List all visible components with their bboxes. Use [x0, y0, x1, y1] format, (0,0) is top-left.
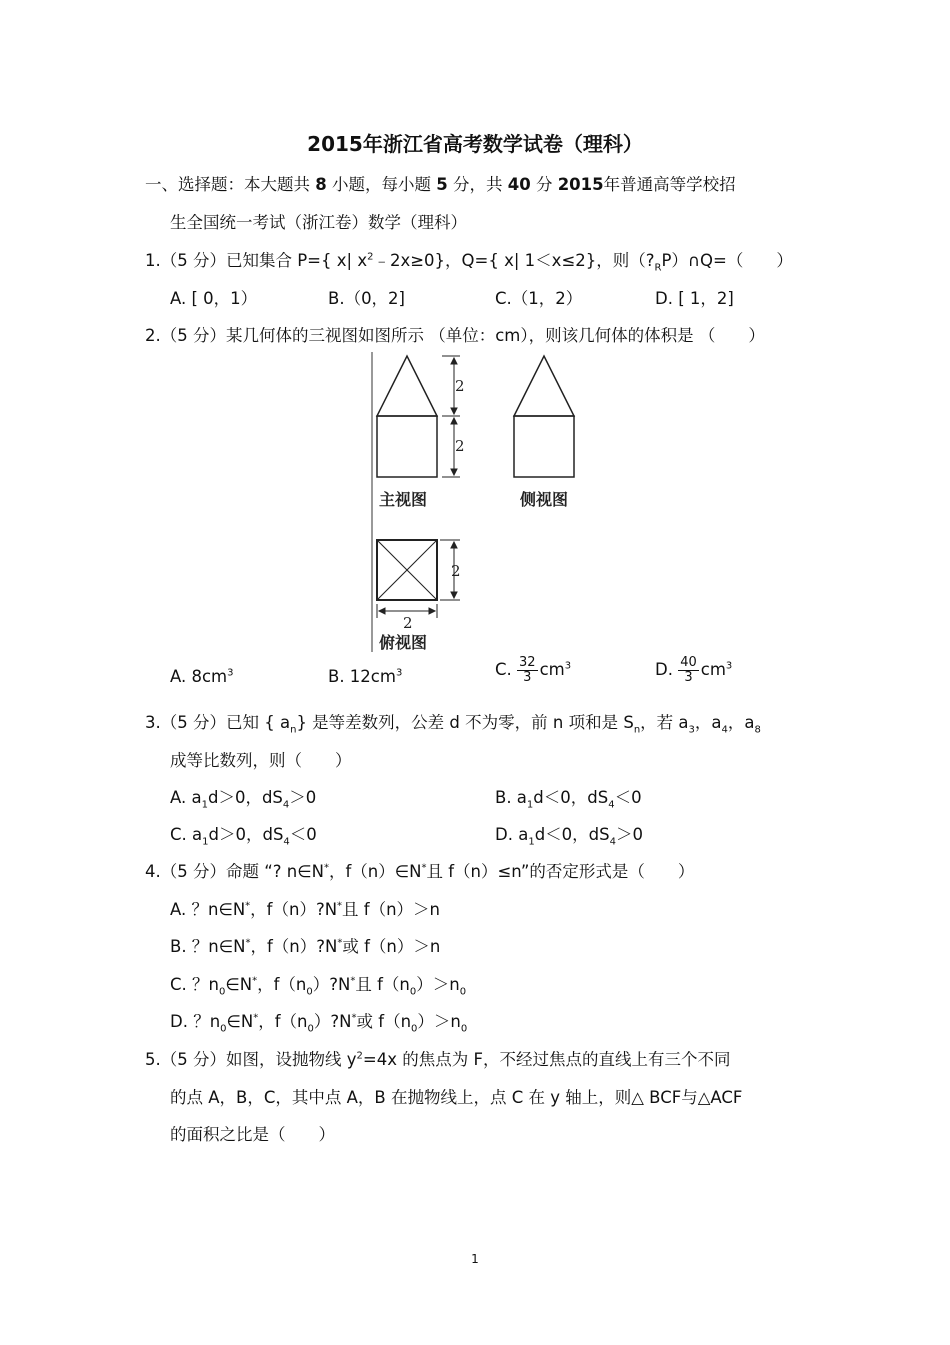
- q4-c-p1: C. ？n: [170, 975, 219, 994]
- q4-c-star2: *: [350, 975, 356, 987]
- q3-b-sub4: 4: [608, 799, 615, 811]
- question-4-stem: [145, 861, 694, 883]
- q1-option-d: D. [ 1，2]: [655, 289, 734, 308]
- q3-d-p3: ＞0: [615, 825, 643, 844]
- q3-b-p2: d＜0，dS: [533, 788, 609, 807]
- q3-b-p1: B. a: [495, 788, 527, 807]
- q3-option-a: [170, 787, 316, 809]
- q4-stem-a: 4.（5 分）命题 “? n∈N: [145, 862, 324, 881]
- section-count: 8: [315, 175, 327, 194]
- q2-option-a-text: A. 8cm: [170, 667, 228, 686]
- q5-stem-a: 5.（5 分）如图，设抛物线 y: [145, 1050, 357, 1069]
- question-5-stem-line3: 的面积之比是（ ）: [170, 1125, 335, 1144]
- dim-label-top-vertical: 2: [451, 562, 461, 580]
- question-5-stem: [145, 1049, 730, 1071]
- q3-c-p1: C. a: [170, 825, 203, 844]
- q4-d-star1: *: [253, 1012, 259, 1024]
- q4-d-z4: 0: [460, 1023, 468, 1035]
- q4-option-d: [170, 1011, 467, 1033]
- q4-a-star2: *: [337, 900, 343, 912]
- q2-option-c-sup: 3: [564, 660, 572, 672]
- q3-option-d: [495, 824, 643, 846]
- question-1-stem: [145, 250, 793, 272]
- q1-option-c: C.（1，2）: [495, 289, 583, 308]
- q2-option-c-unit: cm: [539, 660, 565, 679]
- q2-option-d-sup: 3: [725, 660, 733, 672]
- q4-c-p6: ）＞n: [416, 975, 460, 994]
- q3-a-p3: ＞0: [289, 788, 317, 807]
- q3-comma-a1: ，a: [694, 713, 722, 732]
- q3-d-p2: d＜0，dS: [534, 825, 610, 844]
- q4-star2: *: [421, 862, 427, 874]
- q3-sub-8: 8: [754, 724, 761, 736]
- q4-d-p2: ∈N: [226, 1012, 254, 1031]
- question-5-stem-line2: 的点 A，B，C，其中点 A，B 在抛物线上，点 C 在 y 轴上，则△ BCF与△ACF: [170, 1088, 743, 1107]
- q4-b-p2: ，f（n）?N: [250, 937, 338, 956]
- q2-option-d-num: 40: [680, 655, 697, 670]
- section-mid3: 分: [535, 175, 553, 194]
- q2-option-b: [328, 666, 402, 688]
- q1-option-a: A. [ 0，1）: [170, 289, 258, 308]
- q4-d-z2: 0: [307, 1023, 314, 1035]
- q1-stem-b: ﹣2x≥0}，Q={ x| 1＜x≤2}，则（?: [373, 251, 655, 270]
- q3-c-p2: d＞0，dS: [208, 825, 284, 844]
- q4-b-p3: 或 f（n）＞n: [342, 937, 441, 956]
- q4-a-p1: A. ？n∈N: [170, 900, 246, 919]
- q2-option-c-label: C.: [495, 660, 512, 679]
- q4-c-p2: ∈N: [225, 975, 253, 994]
- q3-sub-4: 4: [721, 724, 728, 736]
- q4-b-p1: B. ？n∈N: [170, 937, 246, 956]
- q4-c-z2: 0: [306, 986, 313, 998]
- q3-b-sub1: 1: [526, 799, 534, 811]
- q4-d-z1: 0: [220, 1023, 227, 1035]
- q3-a-p1: A. a: [170, 788, 202, 807]
- q4-option-c: [170, 974, 466, 996]
- q4-stem-c: 且 f（n）≤n”的否定形式是（ ）: [426, 862, 695, 881]
- question-3-stem: [145, 712, 761, 734]
- top-view-label: 俯视图: [379, 633, 428, 652]
- q2-option-b-sup: 3: [395, 667, 403, 679]
- q4-d-p1: D. ？n: [170, 1012, 221, 1031]
- dim-label-top-horizontal: 2: [403, 614, 413, 632]
- q2-option-d: [655, 656, 732, 685]
- front-view-label: 主视图: [379, 490, 428, 509]
- q3-b-p3: ＜0: [614, 788, 642, 807]
- q1-option-b: B.（0，2]: [328, 289, 405, 308]
- q3-c-sub1: 1: [202, 836, 209, 848]
- q1-stem-c: P）∩Q=（ ）: [661, 251, 793, 270]
- q2-option-c: [495, 656, 571, 685]
- q5-stem-b: =4x 的焦点为 F，不经过焦点的直线上有三个不同: [362, 1050, 731, 1069]
- section-mid1: 小题，每小题: [331, 175, 431, 194]
- q2-option-c-fraction: [517, 656, 538, 685]
- q4-c-p4: ）?N: [312, 975, 351, 994]
- q4-option-a: [170, 899, 440, 921]
- q3-comma-a2: ，a: [727, 713, 755, 732]
- q4-d-p4: ）?N: [313, 1012, 352, 1031]
- q3-stem-c: ，若 a: [640, 713, 689, 732]
- section-total: 40: [507, 175, 531, 194]
- q3-a-sub1: 1: [201, 799, 208, 811]
- q3-d-sub1: 1: [528, 836, 535, 848]
- q4-option-b: [170, 936, 440, 958]
- top-view-dimension: [377, 540, 460, 618]
- question-3-stem-line2: 成等比数列，则（ ）: [170, 751, 352, 770]
- q2-option-b-text: B. 12cm: [328, 667, 396, 686]
- q4-c-p3: ，f（n: [257, 975, 307, 994]
- q3-c-sub4: 4: [283, 836, 290, 848]
- q4-a-p3: 且 f（n）＞n: [342, 900, 441, 919]
- q3-d-sub4: 4: [609, 836, 616, 848]
- q3-option-b: [495, 787, 642, 809]
- q1-sub: R: [654, 262, 662, 274]
- section-header-line1: [145, 174, 736, 196]
- q2-option-d-fraction: [678, 656, 699, 685]
- q3-a-p2: d＞0，dS: [207, 788, 283, 807]
- front-view-dimension: [442, 356, 460, 477]
- q4-a-p2: ，f（n）?N: [250, 900, 338, 919]
- q4-c-star1: *: [252, 975, 258, 987]
- top-view: [377, 540, 437, 600]
- q4-d-star2: *: [351, 1012, 357, 1024]
- page-number: 1: [471, 1252, 479, 1266]
- q4-b-star2: *: [337, 937, 343, 949]
- q4-a-star1: *: [245, 900, 251, 912]
- q2-option-d-den: 3: [684, 670, 693, 685]
- q4-c-p5: 且 f（n: [355, 975, 410, 994]
- three-view-figure: [368, 350, 588, 655]
- side-view-label: 侧视图: [520, 490, 569, 509]
- q2-option-a: [170, 666, 234, 688]
- side-view: [514, 356, 574, 477]
- q3-sub-n: n: [290, 724, 297, 736]
- section-year: 2015: [557, 175, 604, 194]
- section-prefix: 一、选择题：本大题共: [145, 175, 310, 194]
- q3-sub-3: 3: [688, 724, 695, 736]
- q3-option-c: [170, 824, 317, 846]
- section-tail1: 年普通高等学校招: [603, 175, 736, 194]
- dim-label-front-bottom: 2: [455, 437, 465, 455]
- q3-a-sub4: 4: [282, 799, 290, 811]
- q4-d-p5: 或 f（n: [356, 1012, 412, 1031]
- question-2-stem: 2.（5 分）某几何体的三视图如图所示 （单位：cm），则该几何体的体积是 （ ）: [145, 326, 765, 345]
- q4-stem-b: ，f（n）∈N: [328, 862, 422, 881]
- q4-d-p3: ，f（n: [258, 1012, 308, 1031]
- q1-stem-a: 1.（5 分）已知集合 P={ x| x: [145, 251, 368, 270]
- q3-stem-a: 3.（5 分）已知 { a: [145, 713, 291, 732]
- q4-d-p6: ）＞n: [417, 1012, 461, 1031]
- q4-star1: *: [323, 862, 329, 874]
- q3-d-p1: D. a: [495, 825, 529, 844]
- q3-c-p3: ＜0: [289, 825, 317, 844]
- q2-option-a-sup: 3: [227, 667, 234, 679]
- q3-sub-n2: n: [633, 724, 641, 736]
- q2-option-c-den: 3: [523, 670, 532, 685]
- q2-option-c-num: 32: [519, 655, 536, 670]
- section-header-line2: 生全国统一考试（浙江卷）数学（理科）: [170, 213, 467, 232]
- q2-option-d-unit: cm: [700, 660, 726, 679]
- q4-d-z3: 0: [411, 1023, 418, 1035]
- q5-sup: 2: [356, 1050, 363, 1062]
- q1-sup: 2: [367, 251, 374, 263]
- section-mid2: 分，共: [452, 175, 503, 194]
- q4-c-z4: 0: [459, 986, 467, 998]
- q2-option-d-label: D.: [655, 660, 673, 679]
- q3-stem-b: } 是等差数列，公差 d 不为零，前 n 项和是 S: [296, 713, 634, 732]
- dim-label-front-top: 2: [455, 377, 465, 395]
- q4-c-z3: 0: [409, 986, 417, 998]
- page-title: 2015年浙江省高考数学试卷（理科）: [307, 132, 643, 156]
- section-points: 5: [436, 175, 448, 194]
- q4-c-z1: 0: [218, 986, 226, 998]
- front-view: [377, 356, 437, 477]
- q4-b-star1: *: [245, 937, 251, 949]
